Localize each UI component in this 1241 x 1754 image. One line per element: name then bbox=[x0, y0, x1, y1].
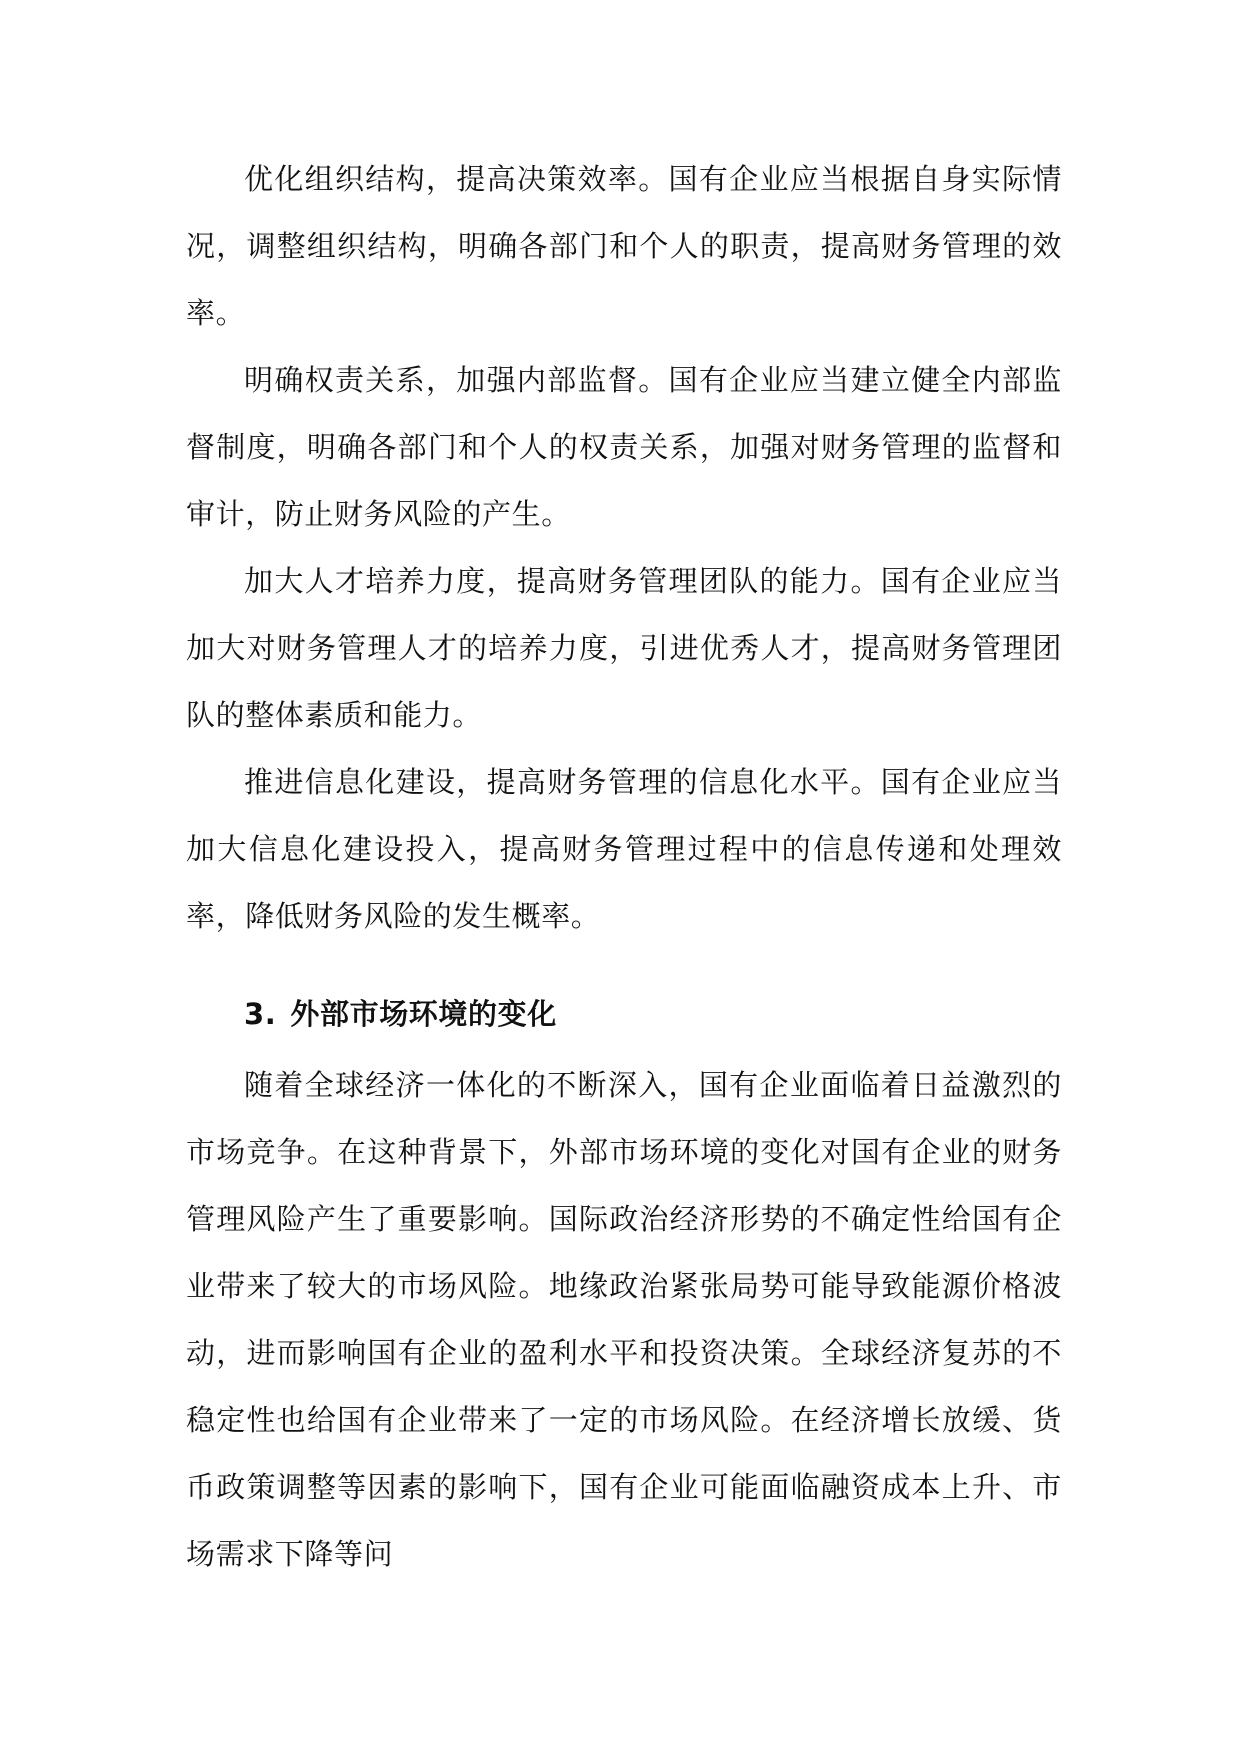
section-title: 外部市场环境的变化 bbox=[290, 997, 557, 1031]
document-body bbox=[186, 146, 1062, 1588]
paragraph-optimize-structure: 优化组织结构，提高决策效率。国有企业应当根据自身实际情况，调整组织结构，明确各部门和个人的职责，提高财务管理的效率。 bbox=[186, 162, 1062, 330]
paragraph-informatization: 推进信息化建设，提高财务管理的信息化水平。国有企业应当加大信息化建设投入，提高财务管理过程中的信息传递和处理效率，降低财务风险的发生概率。 bbox=[186, 765, 1062, 933]
section-number: 3. bbox=[244, 997, 277, 1031]
paragraph-talent: 加大人才培养力度，提高财务管理团队的能力。国有企业应当加大对财务管理人才的培养力度，引进优秀人才，提高财务管理团队的整体素质和能力。 bbox=[186, 564, 1062, 732]
paragraph-market-environment: 随着全球经济一体化的不断深入，国有企业面临着日益激烈的市场竞争。在这种背景下，外部市场环境的变化对国有企业的财务管理风险产生了重要影响。国际政治经济形势的不确定性给国有企业带来了较大的市场风险。地缘政治紧张局势可能导致能源价格波动，进而影响国有企业的盈利水平和投资决策。全球经济复苏的不稳定性也给国有企业带来了一定的市场风险。在经济增长放缓、货币政策调整等因素的影响下，国有企业可能面临融资成本上升、市场需求下降等问 bbox=[186, 1068, 1062, 1571]
section-heading bbox=[186, 981, 1062, 1048]
paragraph-responsibility: 明确权责关系，加强内部监督。国有企业应当建立健全内部监督制度，明确各部门和个人的权责关系，加强对财务管理的监督和审计，防止财务风险的产生。 bbox=[186, 363, 1062, 531]
